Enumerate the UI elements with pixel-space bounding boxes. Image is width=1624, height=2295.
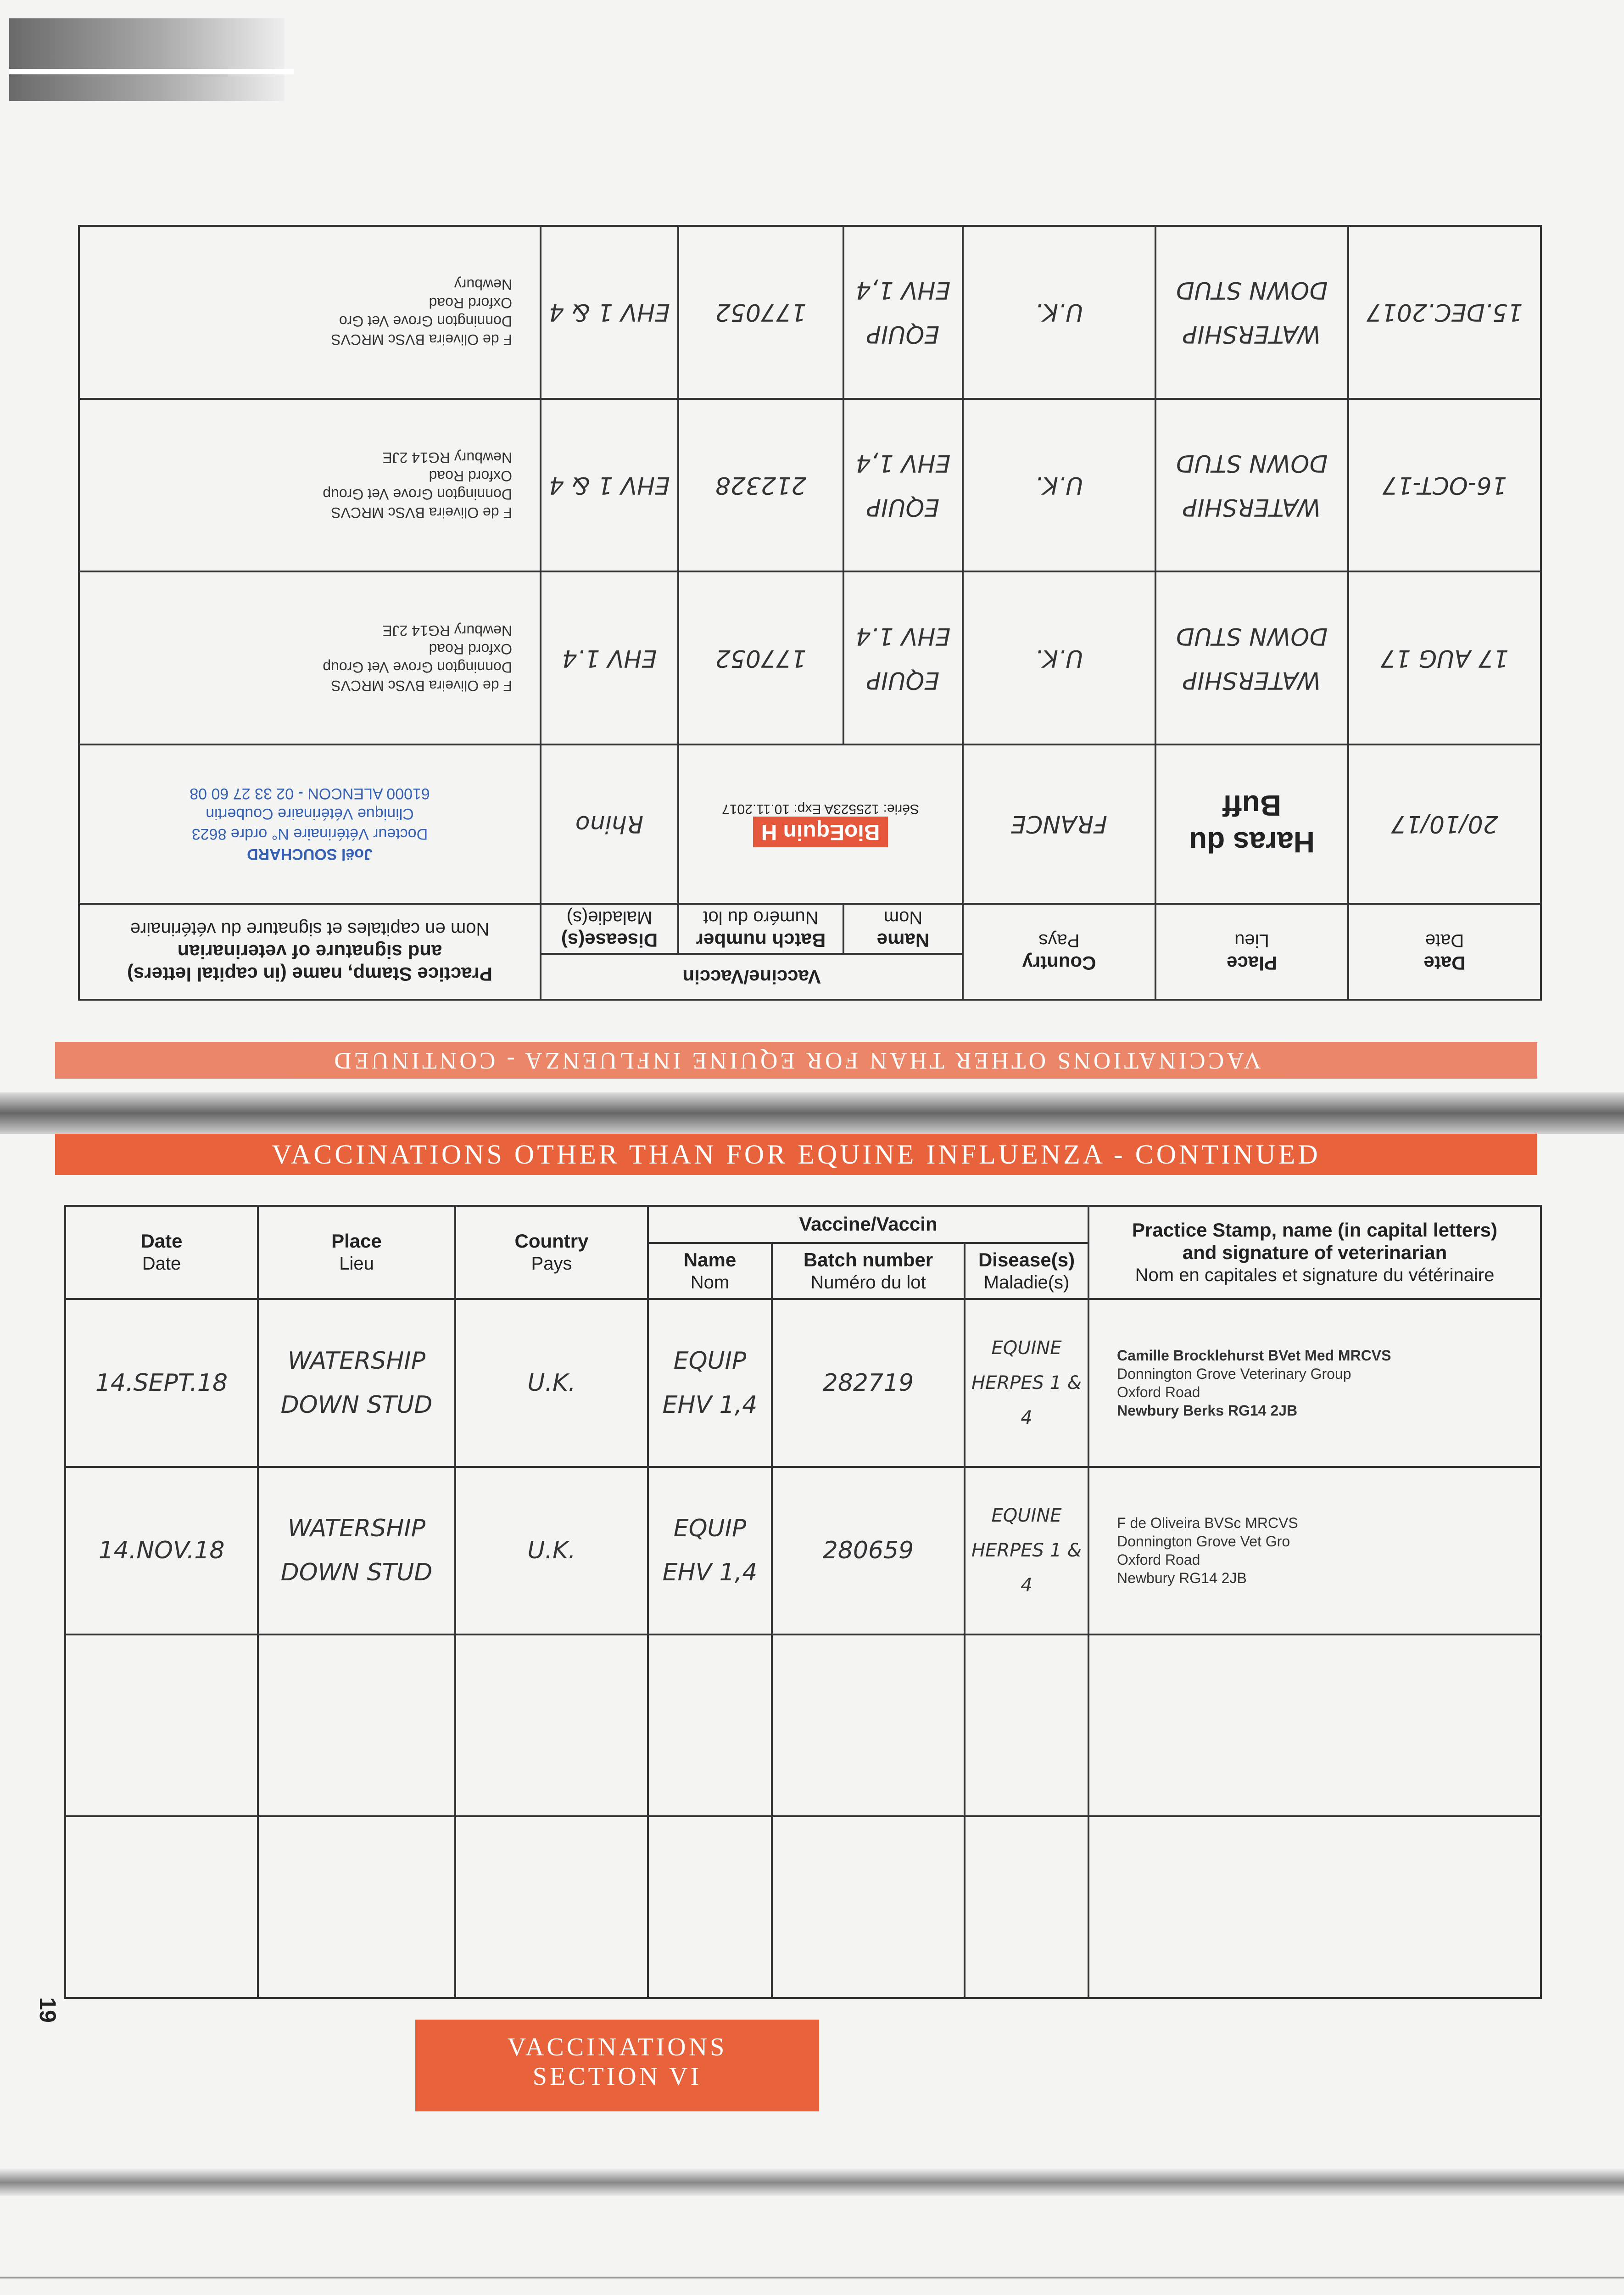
cell-date: 15.DEC.2017 (1348, 226, 1541, 399)
cell-place: WATERSHIP DOWN STUD (258, 1467, 455, 1635)
cell-disease: EHV 1 & 4 (541, 399, 678, 572)
banner-continued: VACCINATIONS OTHER THAN FOR EQUINE INFLUENZA - CONTINUED (55, 1134, 1537, 1175)
cell-name: EQUIP EHV 1,4 (648, 1299, 772, 1467)
header-place: Place Lieu (1155, 904, 1348, 1000)
header-date: Date Date (65, 1206, 258, 1299)
header-name: Name Nom (843, 904, 963, 954)
cell-country: U.K. (963, 571, 1155, 744)
table-row-empty (65, 1816, 1541, 1998)
cell-disease: EHV 1 & 4 (541, 226, 678, 399)
cell-date: 20/10/17 (1348, 744, 1541, 904)
vet-stamp: F de Oliveira BVSc MRCVS Donnington Grove Vet Gro Oxford Road Newbury (79, 226, 541, 399)
header-batch: Batch number Numéro du lot (678, 904, 843, 954)
cell-place: WATERSHIP DOWN STUD (258, 1299, 455, 1467)
table-row (65, 1299, 1541, 1467)
cell-country: U.K. (455, 1467, 648, 1635)
vet-stamp: Joël SOUCHARD Docteur Vétérinaire N° ordre 8623 Clinique Vétérinaire Coubertin 61000 ALENCON - 02 33 27 60 08 (79, 744, 541, 904)
header-disease: Disease(s) Maladie(s) (965, 1243, 1088, 1299)
cell-country: FRANCE (963, 744, 1155, 904)
vet-stamp: F de Oliveira BVSc MRCVS Donnington Grove Vet Gro Oxford Road Newbury RG14 2JB (1088, 1467, 1541, 1635)
cell-place: WATERSHIP DOWN STUD (1155, 226, 1348, 399)
vet-stamp: F de Oliveira BVSc MRCVS Donnington Grove Vet Group Oxford Road Newbury RG14 2JE (79, 399, 541, 572)
cell-disease: EHV 1.4 (541, 571, 678, 744)
cell-country: U.K. (963, 399, 1155, 572)
cell-place: WATERSHIP DOWN STUD (1155, 399, 1348, 572)
cell-name: EQUIP EHV 1,4 (843, 226, 963, 399)
header-stamp: Practice Stamp, name (in capital letters) and signature of veterinarian Nom en capitales et signature du vétérinaire (79, 904, 541, 1000)
header-country: Country Pays (455, 1206, 648, 1299)
cell-disease: Rhino (541, 744, 678, 904)
table-row (65, 1467, 1541, 1635)
header-name: Name Nom (648, 1243, 772, 1299)
cell-place: WATERSHIP DOWN STUD (1155, 571, 1348, 744)
vaccine-label (678, 744, 963, 904)
cell-name: EQUIP EHV 1.4 (843, 571, 963, 744)
header-batch: Batch number Numéro du lot (772, 1243, 965, 1299)
cell-date: 17 AUG 17 (1348, 571, 1541, 744)
table-row-empty (65, 1634, 1541, 1816)
header-place: Place Lieu (258, 1206, 455, 1299)
header-country: Country Pays (963, 904, 1155, 1000)
cell-batch: 280659 (772, 1467, 965, 1635)
upper-vaccination-table (78, 225, 1542, 1001)
scan-shadow-bottom (0, 2169, 1624, 2196)
banner-upper: VACCINATIONS OTHER THAN FOR EQUINE INFLUENZA - CONTINUED (55, 1042, 1537, 1079)
cell-disease: EQUINE HERPES 1 & 4 (965, 1299, 1088, 1467)
cell-country: U.K. (455, 1299, 648, 1467)
cell-country: U.K. (963, 226, 1155, 399)
footer-rule (0, 2277, 1624, 2278)
cell-place: Haras du Buff (1155, 744, 1348, 904)
cell-batch: 282719 (772, 1299, 965, 1467)
cell-batch: 177052 (678, 571, 843, 744)
batch-label: Série: 125523A Exp: 10.11.2017 (722, 801, 919, 817)
header-stamp: Practice Stamp, name (in capital letters) and signature of veterinarian Nom en capitales et signature du vétérinaire (1088, 1206, 1541, 1299)
header-disease: Disease(s) Maladie(s) (541, 904, 678, 954)
vet-stamp: F de Oliveira BVSc MRCVS Donnington Grove Vet Group Oxford Road Newbury RG14 2JE (79, 571, 541, 744)
table-row (79, 744, 1541, 904)
cell-name: EQUIP EHV 1,4 (843, 399, 963, 572)
header-vaccine: Vaccine/Vaccin (648, 1206, 1088, 1243)
header-vaccine: Vaccine/Vaccin (541, 954, 963, 1000)
cell-date: 16-OCT-17 (1348, 399, 1541, 572)
table-row (79, 571, 1541, 744)
table-row (79, 226, 1541, 399)
lower-vaccination-table (64, 1205, 1542, 1999)
vet-stamp: Camille Brocklehurst BVet Med MRCVS Donnington Grove Veterinary Group Oxford Road Newbury Berks RG14 2JB (1088, 1299, 1541, 1467)
cell-date: 14.NOV.18 (65, 1467, 258, 1635)
scan-shadow-top (9, 18, 285, 101)
cell-date: 14.SEPT.18 (65, 1299, 258, 1467)
page-fold (0, 1092, 1624, 1134)
bioequin-label: BioEquin H (753, 817, 888, 847)
page-number: 19 (34, 1997, 61, 2023)
scan-line (9, 69, 294, 74)
cell-name: EQUIP EHV 1,4 (648, 1467, 772, 1635)
section-label: VACCINATIONS SECTION VI (415, 2020, 819, 2111)
cell-batch: 177052 (678, 226, 843, 399)
header-date: Date Date (1348, 904, 1541, 1000)
cell-disease: EQUINE HERPES 1 & 4 (965, 1467, 1088, 1635)
cell-batch: 212328 (678, 399, 843, 572)
table-row (79, 399, 1541, 572)
